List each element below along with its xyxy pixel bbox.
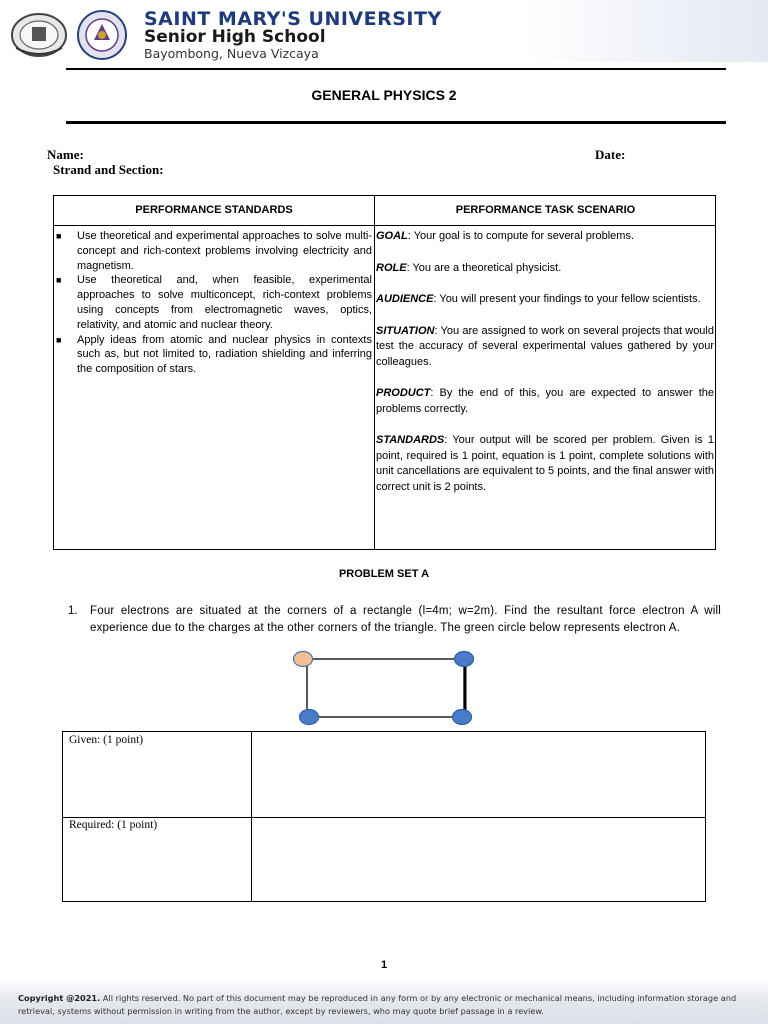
university-name: SAINT MARY'S UNIVERSITY [144,8,442,30]
scenario-role: ROLE: You are a theoretical physicist. [376,261,562,274]
standard-item: ■ Use theoretical and experimental approaches to solve multi-concept and rich-context problems involving electricity and magnetism. [56,230,372,272]
problem-set-title: PROBLEM SET A [338,568,430,580]
question-number: 1. [68,605,78,617]
scenario-standards: STANDARDS: Your output will be scored per problem. Given is 1 point, required is 1 point, equation is 1 point, complete solutions with unit cancellations are equivalent to 5 points, and the final answer with correct unit is 2 points. [376,434,714,493]
scenario-audience: AUDIENCE: You will present your findings to your fellow scientists. [376,293,701,305]
standard-item: ■ Apply ideas from atomic and nuclear physics in contexts such as, but not limited to, radiation shielding and inferring the composition of stars. [56,333,372,376]
scenario-situation: SITUATION: You are assigned to work on several projects that would test the accuracy of several experimental values gathered by your colleagues. [376,324,714,368]
school-name: Senior High School [144,27,326,47]
name-label: Name: [47,147,84,162]
electron-icon [300,710,319,725]
subject-title: GENERAL PHYSICS 2 [311,87,457,103]
task-scenario [376,229,716,511]
bullet-icon: ■ [56,231,62,241]
performance-table [53,195,716,550]
rectangle-charge-diagram [290,648,480,730]
given-label: Given: (1 point) [69,734,144,746]
performance-standards-header: PERFORMANCE STANDARDS [135,204,293,216]
title-rule [66,121,726,124]
scenario-goal: GOAL: Your goal is to compute for several problems. [376,230,635,242]
scenario-product: PRODUCT: By the end of this, you are expected to answer the problems correctly. [376,387,714,415]
electron-icon [455,652,474,667]
header-band [520,0,768,62]
copyright-notice: Copyright @2021. All rights reserved. No part of this document may be reproduced in any form or by any electronic or mechanical means, including information storage and retrieval, systems without permission in writing from the author, except by reviewers, who may quote brief passage in a review. [18,993,737,1016]
school-address: Bayombong, Nueva Vizcaya [144,46,319,61]
standards-list [54,229,374,377]
school-seal-icon [10,12,68,58]
question-text: Four electrons are situated at the corners of a rectangle (l=4m; w=2m). Find the resultant force electron A will experience due to the charges at the other corners of the triangle. The green circle below represents electron A. [90,605,721,634]
rectangle-outline [307,659,464,717]
table-header-rule [54,225,715,226]
table-divider [374,196,375,549]
electron-icon [453,710,472,725]
strand-section-label: Strand and Section: [53,162,164,177]
header-rule [66,68,726,70]
university-seal-icon [74,10,130,60]
performance-task-header: PERFORMANCE TASK SCENARIO [455,204,636,216]
bullet-icon: ■ [56,275,62,286]
required-label: Required: (1 point) [69,819,158,831]
date-label: Date: [595,147,626,162]
standard-item: ■ Use theoretical and, when feasible, experimental approaches to solve multiconcept, rich-context problems using concepts from electromagnetic waves, optics, relativity, and atomic and nuclear theory. [56,274,372,331]
electron-a-icon [294,652,313,667]
answer-table [62,731,706,902]
bullet-icon: ■ [56,334,62,345]
page-number: 1 [380,959,388,971]
question-1 [68,603,721,636]
answer-table-row-rule [63,817,705,818]
